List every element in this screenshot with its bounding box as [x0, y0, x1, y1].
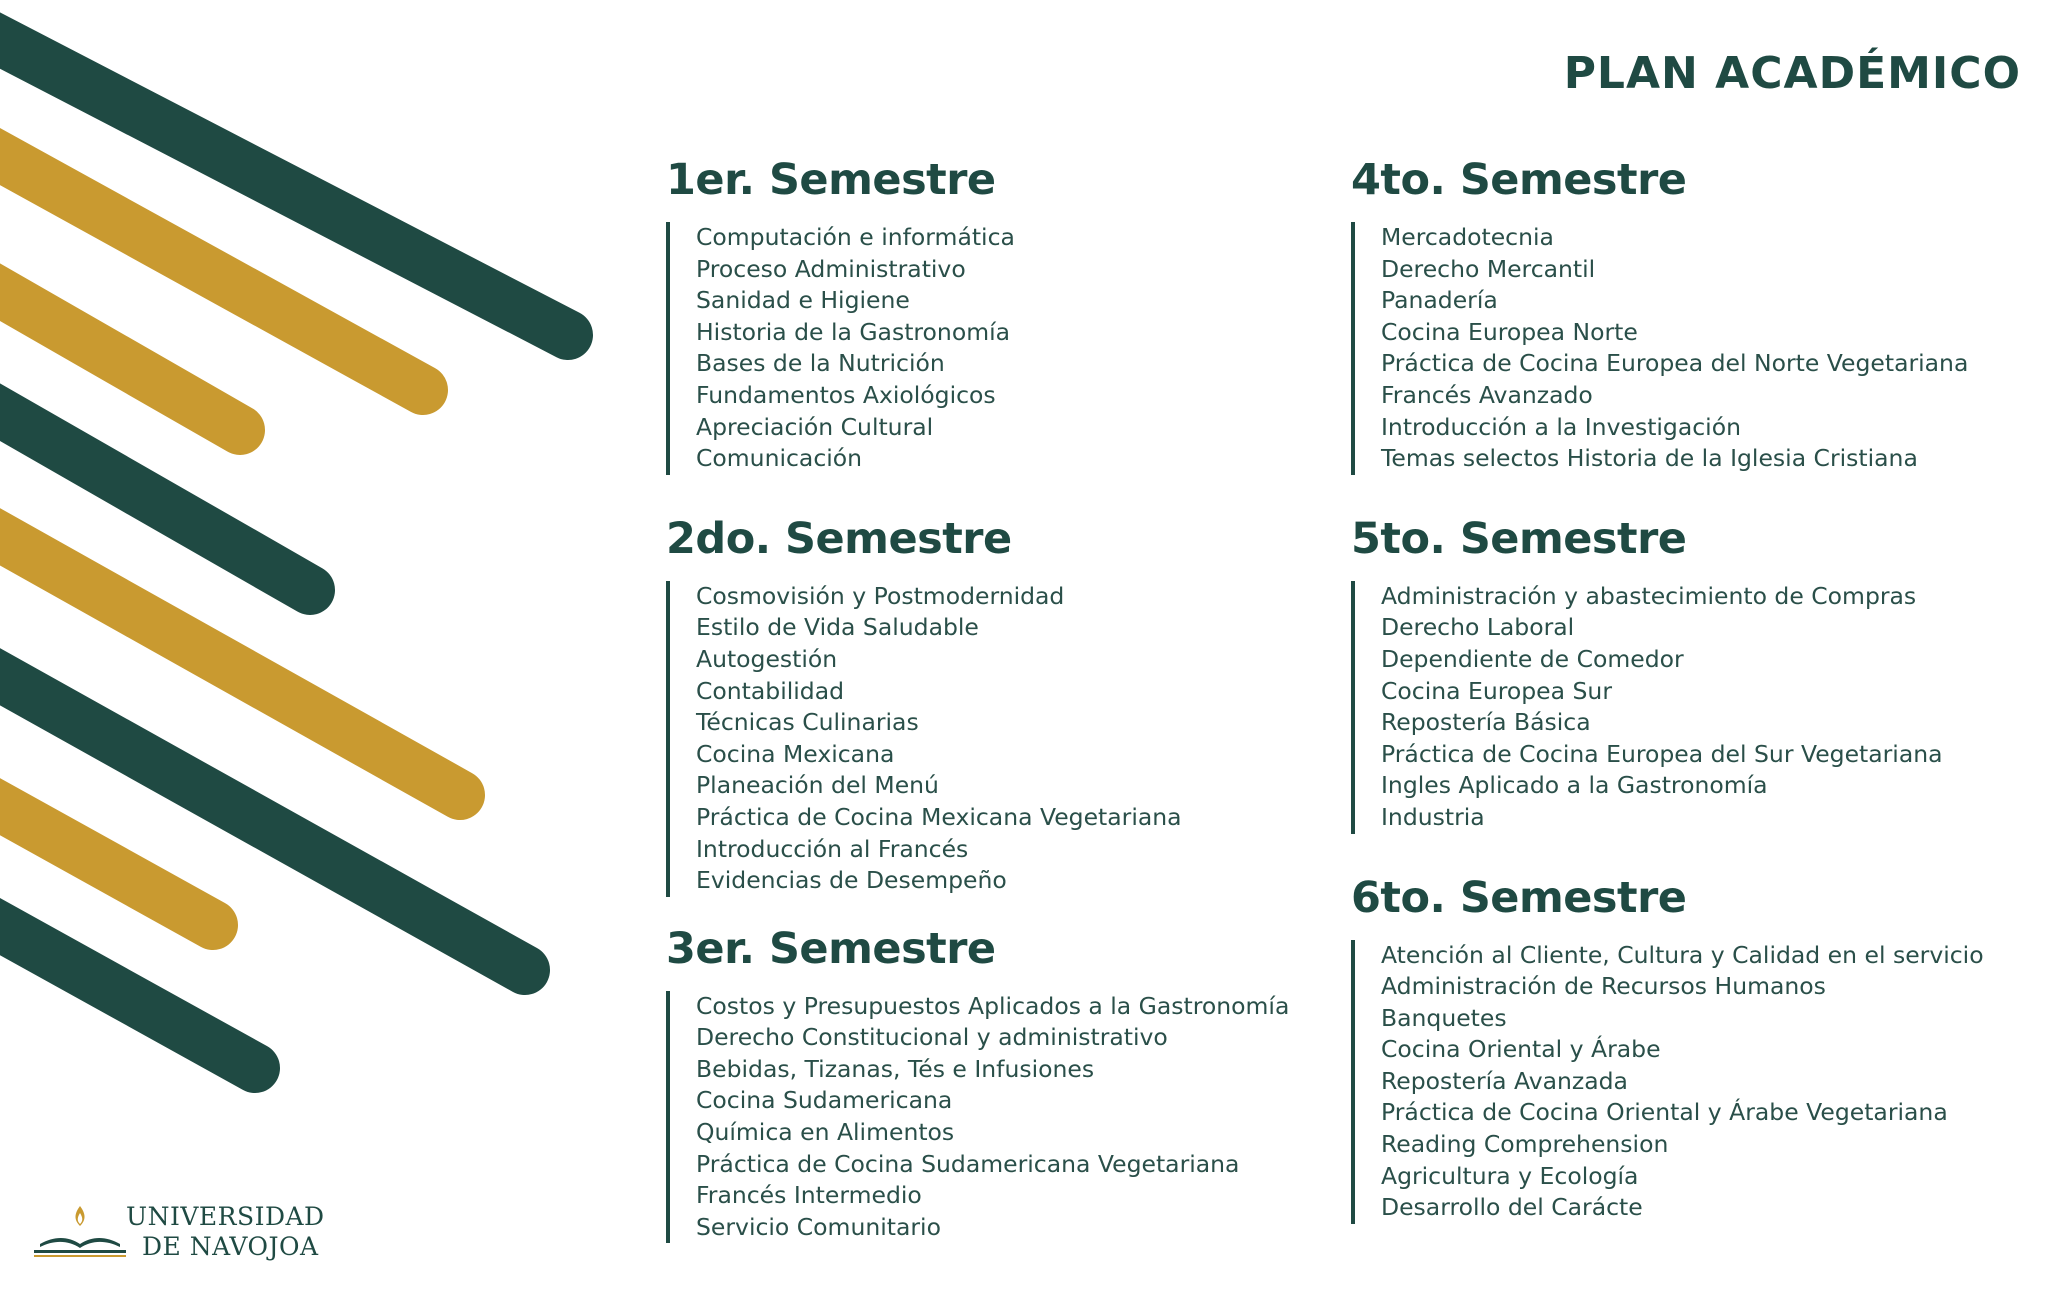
course-item: Agricultura y Ecología: [1381, 1161, 1639, 1190]
course-item: Apreciación Cultural: [696, 412, 934, 441]
course-item: Introducción a la Investigación: [1381, 412, 1741, 441]
semester-6: [1351, 868, 1984, 1224]
course-item: Administración de Recursos Humanos: [1381, 972, 1826, 1001]
course-item: Proceso Administrativo: [696, 254, 966, 283]
semester-2: [666, 509, 1289, 897]
course-item: Fundamentos Axiológicos: [696, 380, 996, 409]
semester-5: [1351, 509, 1984, 834]
course-item: Sanidad e Higiene: [696, 286, 910, 315]
course-item: Técnicas Culinarias: [696, 708, 919, 737]
semester-column-right: [1351, 150, 1984, 1224]
course-list: [666, 991, 1289, 1244]
course-item: Derecho Constitucional y administrativo: [696, 1023, 1168, 1052]
university-name-line1: UNIVERSIDAD: [126, 1202, 325, 1231]
book-flame-icon: [34, 1200, 126, 1260]
university-name: [126, 1202, 325, 1262]
course-item: Práctica de Cocina Mexicana Vegetariana: [696, 802, 1182, 831]
course-item: Mercadotecnia: [1381, 223, 1554, 251]
course-item: Introducción al Francés: [696, 834, 969, 863]
course-item: Bases de la Nutrición: [696, 349, 945, 378]
course-list: [666, 581, 1289, 897]
course-item: Bebidas, Tizanas, Tés e Infusiones: [696, 1054, 1095, 1083]
course-item: Temas selectos Historia de la Iglesia Cristiana: [1381, 444, 1918, 473]
course-item: Dependiente de Comedor: [1381, 644, 1684, 673]
course-item: Autogestión: [696, 644, 838, 673]
page-title: PLAN ACADÉMICO: [1563, 48, 2021, 99]
course-item: Derecho Laboral: [1381, 613, 1575, 642]
course-item: Contabilidad: [696, 676, 845, 705]
course-item: Cocina Mexicana: [696, 739, 895, 768]
course-list: [1351, 940, 1984, 1224]
course-item: Ingles Aplicado a la Gastronomía: [1381, 771, 1768, 800]
course-list: [666, 222, 1289, 475]
course-item: Práctica de Cocina Europea del Norte Vegetariana: [1381, 349, 1969, 378]
semester-title: 4to. Semestre: [1351, 155, 1687, 205]
course-item: Cocina Sudamericana: [696, 1086, 953, 1115]
course-item: Industria: [1381, 802, 1485, 831]
course-item: Evidencias de Desempeño: [696, 866, 1007, 895]
course-item: Estilo de Vida Saludable: [696, 613, 979, 642]
course-item: Comunicación: [696, 444, 863, 473]
course-item: Atención al Cliente, Cultura y Calidad en el servicio: [1381, 940, 1984, 969]
course-item: Química en Alimentos: [696, 1118, 955, 1147]
semester-title: 2do. Semestre: [666, 513, 1012, 564]
course-item: Práctica de Cocina Oriental y Árabe Vegetariana: [1381, 1098, 1948, 1127]
course-item: Cocina Europea Norte: [1381, 317, 1638, 346]
course-list: [1351, 222, 1984, 475]
course-item: Francés Avanzado: [1381, 380, 1593, 409]
course-item: Cocina Europea Sur: [1381, 676, 1612, 705]
university-logo: [34, 1200, 325, 1261]
course-item: Computación e informática: [696, 223, 1015, 251]
semester-title: 6to. Semestre: [1351, 872, 1687, 923]
university-name-line2: DE NAVOJOA: [142, 1232, 319, 1261]
course-item: Administración y abastecimiento de Compras: [1381, 581, 1917, 610]
course-item: Repostería Avanzada: [1381, 1066, 1628, 1095]
course-item: Práctica de Cocina Sudamericana Vegetariana: [696, 1149, 1240, 1178]
semester-title: 5to. Semestre: [1351, 513, 1687, 564]
semester-column-left: [666, 150, 1289, 1243]
semester-3: [666, 919, 1289, 1244]
decorative-stripes: [0, 0, 600, 1100]
course-item: Reading Comprehension: [1381, 1130, 1669, 1159]
course-item: Cosmovisión y Postmodernidad: [696, 581, 1065, 610]
course-item: Historia de la Gastronomía: [696, 317, 1011, 346]
semester-title: 1er. Semestre: [666, 155, 996, 205]
semester-1: [666, 150, 1289, 475]
stripe-gold-4: [0, 790, 213, 925]
course-item: Panadería: [1381, 286, 1498, 315]
course-list: [1351, 581, 1984, 834]
course-item: Banquetes: [1381, 1003, 1507, 1032]
course-item: Servicio Comunitario: [696, 1212, 941, 1241]
course-item: Práctica de Cocina Europea del Sur Vegetariana: [1381, 739, 1943, 768]
course-item: Cocina Oriental y Árabe: [1381, 1035, 1661, 1064]
semester-title: 3er. Semestre: [666, 923, 996, 974]
course-item: Francés Intermedio: [696, 1181, 922, 1210]
course-item: Desarrollo del Caráctе: [1381, 1193, 1643, 1222]
course-item: Derecho Mercantil: [1381, 254, 1596, 283]
course-item: Repostería Básica: [1381, 708, 1591, 737]
course-item: Costos y Presupuestos Aplicados a la Gastronomía: [696, 991, 1290, 1020]
semester-4: [1351, 150, 1984, 475]
course-item: Planeación del Menú: [696, 771, 939, 800]
